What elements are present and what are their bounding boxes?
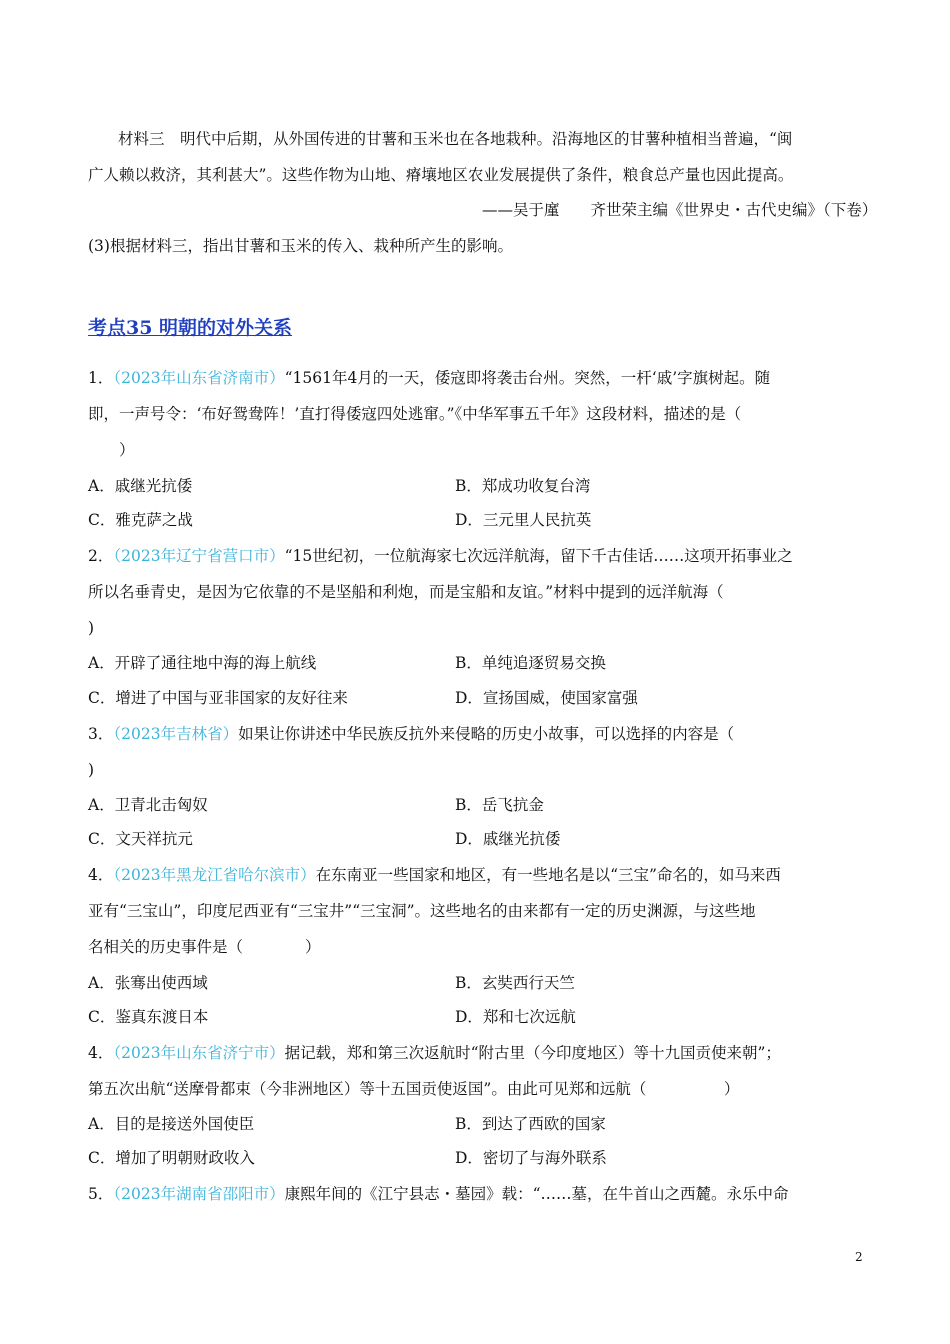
question-number: 4． (88, 1044, 114, 1062)
question-1-line1 (88, 367, 770, 389)
question-number: 1． (88, 369, 114, 387)
option-c: C．鉴真东渡日本 (88, 1008, 209, 1026)
option-d: D．三元里人民抗英 (455, 511, 592, 529)
material3-citation: ——吴于廑 齐世荣主编《世界史・古代史编》（下卷） (482, 201, 878, 219)
option-a: A．开辟了通往地中海的海上航线 (88, 654, 317, 672)
question-text: “15世纪初，一位航海家七次远洋航海，留下千古佳话……这项开拓事业之 (284, 547, 793, 565)
question-3-line3: ) (88, 761, 95, 779)
option-d: D．密切了与海外联系 (455, 1149, 607, 1167)
question-number: 4． (88, 866, 114, 884)
option-d: D．郑和七次远航 (455, 1008, 576, 1026)
section-title: 考点35 明朝的对外关系 (88, 317, 293, 339)
option-c: C．增进了中国与亚非国家的友好往来 (88, 689, 348, 707)
option-a: A．戚继光抗倭 (88, 477, 193, 495)
option-c: C．雅克萨之战 (88, 511, 193, 529)
question-text: 如果让你讲述中华民族反抗外来侵略的历史小故事，可以选择的内容是（ (238, 725, 735, 743)
question-4b-line1 (88, 1042, 781, 1064)
option-a: A．目的是接送外国使臣 (88, 1115, 255, 1133)
question-number: 2． (88, 547, 114, 565)
question-source: （2023年辽宁省营口市） (113, 547, 285, 565)
option-b: B．到达了西欧的国家 (455, 1115, 606, 1133)
option-c: C．文天祥抗元 (88, 830, 193, 848)
material3-question: (3)根据材料三，指出甘薯和玉米的传入、栽种所产生的影响。 (88, 237, 513, 255)
question-source: （2023年吉林省） (113, 725, 239, 743)
question-5-line1 (88, 1183, 789, 1205)
question-1-line3: ） (88, 441, 135, 459)
question-number: 5． (88, 1185, 114, 1203)
question-4-line2: 亚有“三宝山”，印度尼西亚有“三宝井”“三宝洞”。这些地名的由来都有一定的历史渊源，与这些地 (88, 902, 756, 920)
question-4-line3: 名相关的历史事件是（ ） (88, 938, 321, 956)
question-number: 3． (88, 725, 114, 743)
question-1-line2: 即，一声号令：‘布好鸳鸯阵！’直打得倭寇四处逃窜。”《中华军事五千年》这段材料，描述的是（ (88, 405, 742, 423)
question-2-line1 (88, 545, 793, 567)
question-text: 康熙年间的《江宁县志・墓园》载：“……墓，在牛首山之西麓。永乐中命 (284, 1185, 789, 1203)
material3-line2: 广人赖以救济，其利甚大”。这些作物为山地、瘠壤地区农业发展提供了条件，粮食总产量也因此提高。 (88, 166, 794, 184)
question-source: （2023年山东省济宁市） (113, 1044, 285, 1062)
option-b: B．岳飞抗金 (455, 796, 544, 814)
option-c: C．增加了明朝财政收入 (88, 1149, 255, 1167)
option-a: A．卫青北击匈奴 (88, 796, 208, 814)
option-b: B．单纯追逐贸易交换 (455, 654, 606, 672)
option-a: A．张骞出使西域 (88, 974, 208, 992)
option-b: B．玄奘西行天竺 (455, 974, 575, 992)
question-source: （2023年湖南省邵阳市） (113, 1185, 285, 1203)
option-b: B．郑成功收复台湾 (455, 477, 591, 495)
question-3-line1 (88, 723, 734, 745)
page-number: 2 (855, 1250, 863, 1264)
question-source: （2023年山东省济南市） (113, 369, 285, 387)
question-source: （2023年黑龙江省哈尔滨市） (113, 866, 316, 884)
question-2-line2: 所以名垂青史，是因为它依靠的不是坚船和利炮，而是宝船和友谊。”材料中提到的远洋航海（ (88, 583, 724, 601)
material3-line1: 材料三 明代中后期，从外国传进的甘薯和玉米也在各地栽种。沿海地区的甘薯种植相当普遍，“闽 (118, 130, 793, 148)
question-4b-line2: 第五次出航“送摩骨都束（今非洲地区）等十五国贡使返国”。由此可见郑和远航（ ） (88, 1080, 740, 1098)
question-2-line3: ) (88, 619, 95, 637)
option-d: D．宣扬国威，使国家富强 (455, 689, 638, 707)
question-text: 在东南亚一些国家和地区，有一些地名是以“三宝”命名的，如马来西 (315, 866, 781, 884)
option-d: D．戚继光抗倭 (455, 830, 561, 848)
question-text: 据记载，郑和第三次返航时“附古里（今印度地区）等十九国贡使来朝”； (284, 1044, 781, 1062)
question-text: “1561年4月的一天，倭寇即将袭击台州。突然，一杆‘戚’字旗树起。随 (284, 369, 771, 387)
question-4-line1 (88, 864, 781, 886)
